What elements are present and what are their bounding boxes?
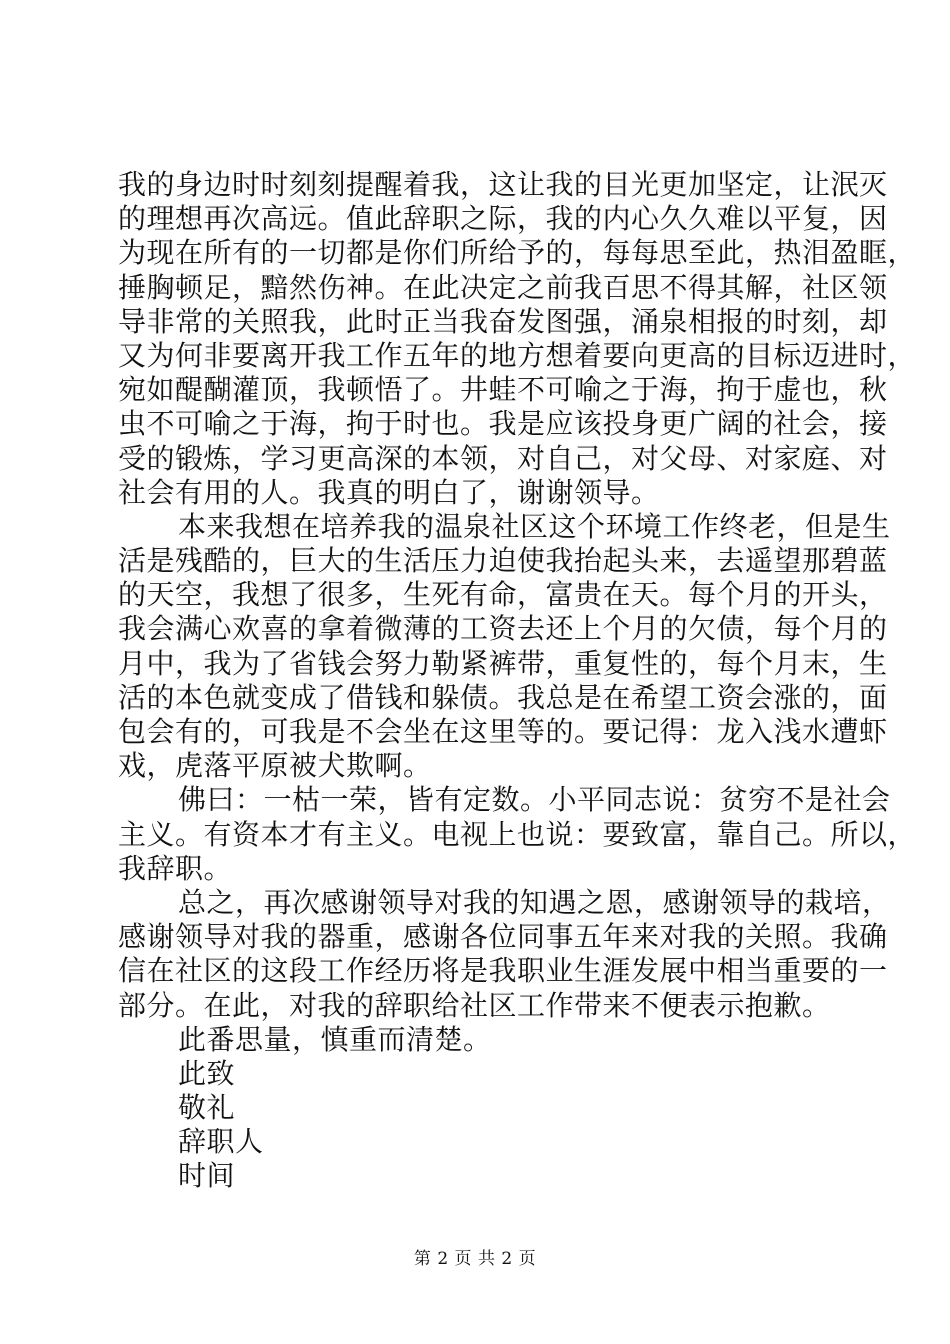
text-line: 为现在所有的一切都是你们所给予的，每每思至此，热泪盈眶， [118, 236, 917, 270]
text-line: 我会满心欢喜的拿着微薄的工资去还上个月的欠债，每个月的 [118, 612, 888, 646]
text-line: 本来我想在培养我的温泉社区这个环境工作终老，但是生 [178, 509, 891, 543]
text-line: 社会有用的人。我真的明白了，谢谢领导。 [118, 475, 660, 509]
text-line: 信在社区的这段工作经历将是我职业生涯发展中相当重要的一 [118, 954, 888, 988]
text-line: 捶胸顿足，黯然伤神。在此决定之前我百思不得其解，社区领 [118, 270, 888, 304]
text-line: 部分。在此，对我的辞职给社区工作带来不便表示抱歉。 [118, 988, 831, 1022]
text-line: 感谢领导对我的器重，感谢各位同事五年来对我的关照。我确 [118, 920, 888, 954]
letter-body [118, 168, 917, 1194]
text-line: 宛如醍醐灌顶，我顿悟了。井蛙不可喻之于海，拘于虚也，秋 [118, 373, 888, 407]
text-line: 导非常的关照我，此时正当我奋发图强，涌泉相报的时刻，却 [118, 304, 888, 338]
page-footer: 第 2 页 共 2 页 [413, 1249, 537, 1269]
text-line: 又为何非要离开我工作五年的地方想着要向更高的目标迈进时， [118, 338, 917, 372]
date-line: 时间 [178, 1159, 236, 1193]
text-line: 总之，再次感谢领导对我的知遇之恩，感谢领导的栽培， [178, 885, 891, 919]
text-line: 月中，我为了省钱会努力勒紧裤带，重复性的，每个月末，生 [118, 646, 888, 680]
text-line: 活是残酷的，巨大的生活压力迫使我抬起头来，去遥望那碧蓝 [118, 544, 888, 578]
text-line: 我的身边时时刻刻提醒着我，这让我的目光更加坚定，让泯灭 [118, 168, 888, 201]
closing-line: 敬礼 [178, 1091, 236, 1125]
text-line: 的理想再次高远。值此辞职之际，我的内心久久难以平复，因 [118, 202, 888, 236]
text-line: 佛曰：一枯一荣，皆有定数。小平同志说：贫穷不是社会 [178, 783, 891, 817]
text-line: 受的锻炼，学习更高深的本领，对自己，对父母、对家庭、对 [118, 441, 888, 475]
text-line: 虫不可喻之于海，拘于时也。我是应该投身更广阔的社会，接 [118, 407, 888, 441]
text-line: 戏，虎落平原被犬欺啊。 [118, 749, 432, 783]
signature-line: 辞职人 [178, 1125, 264, 1159]
text-line: 活的本色就变成了借钱和躲债。我总是在希望工资会涨的，面 [118, 680, 888, 714]
text-line: 我辞职。 [118, 851, 233, 885]
text-line: 的天空，我想了很多，生死有命，富贵在天。每个月的开头， [118, 578, 888, 612]
text-line: 此番思量，慎重而清楚。 [178, 1022, 492, 1056]
text-line: 主义。有资本才有主义。电视上也说：要致富，靠自己。所以， [118, 817, 917, 851]
closing-line: 此致 [178, 1056, 236, 1090]
text-line: 包会有的，可我是不会坐在这里等的。要记得：龙入浅水遭虾 [118, 715, 888, 748]
